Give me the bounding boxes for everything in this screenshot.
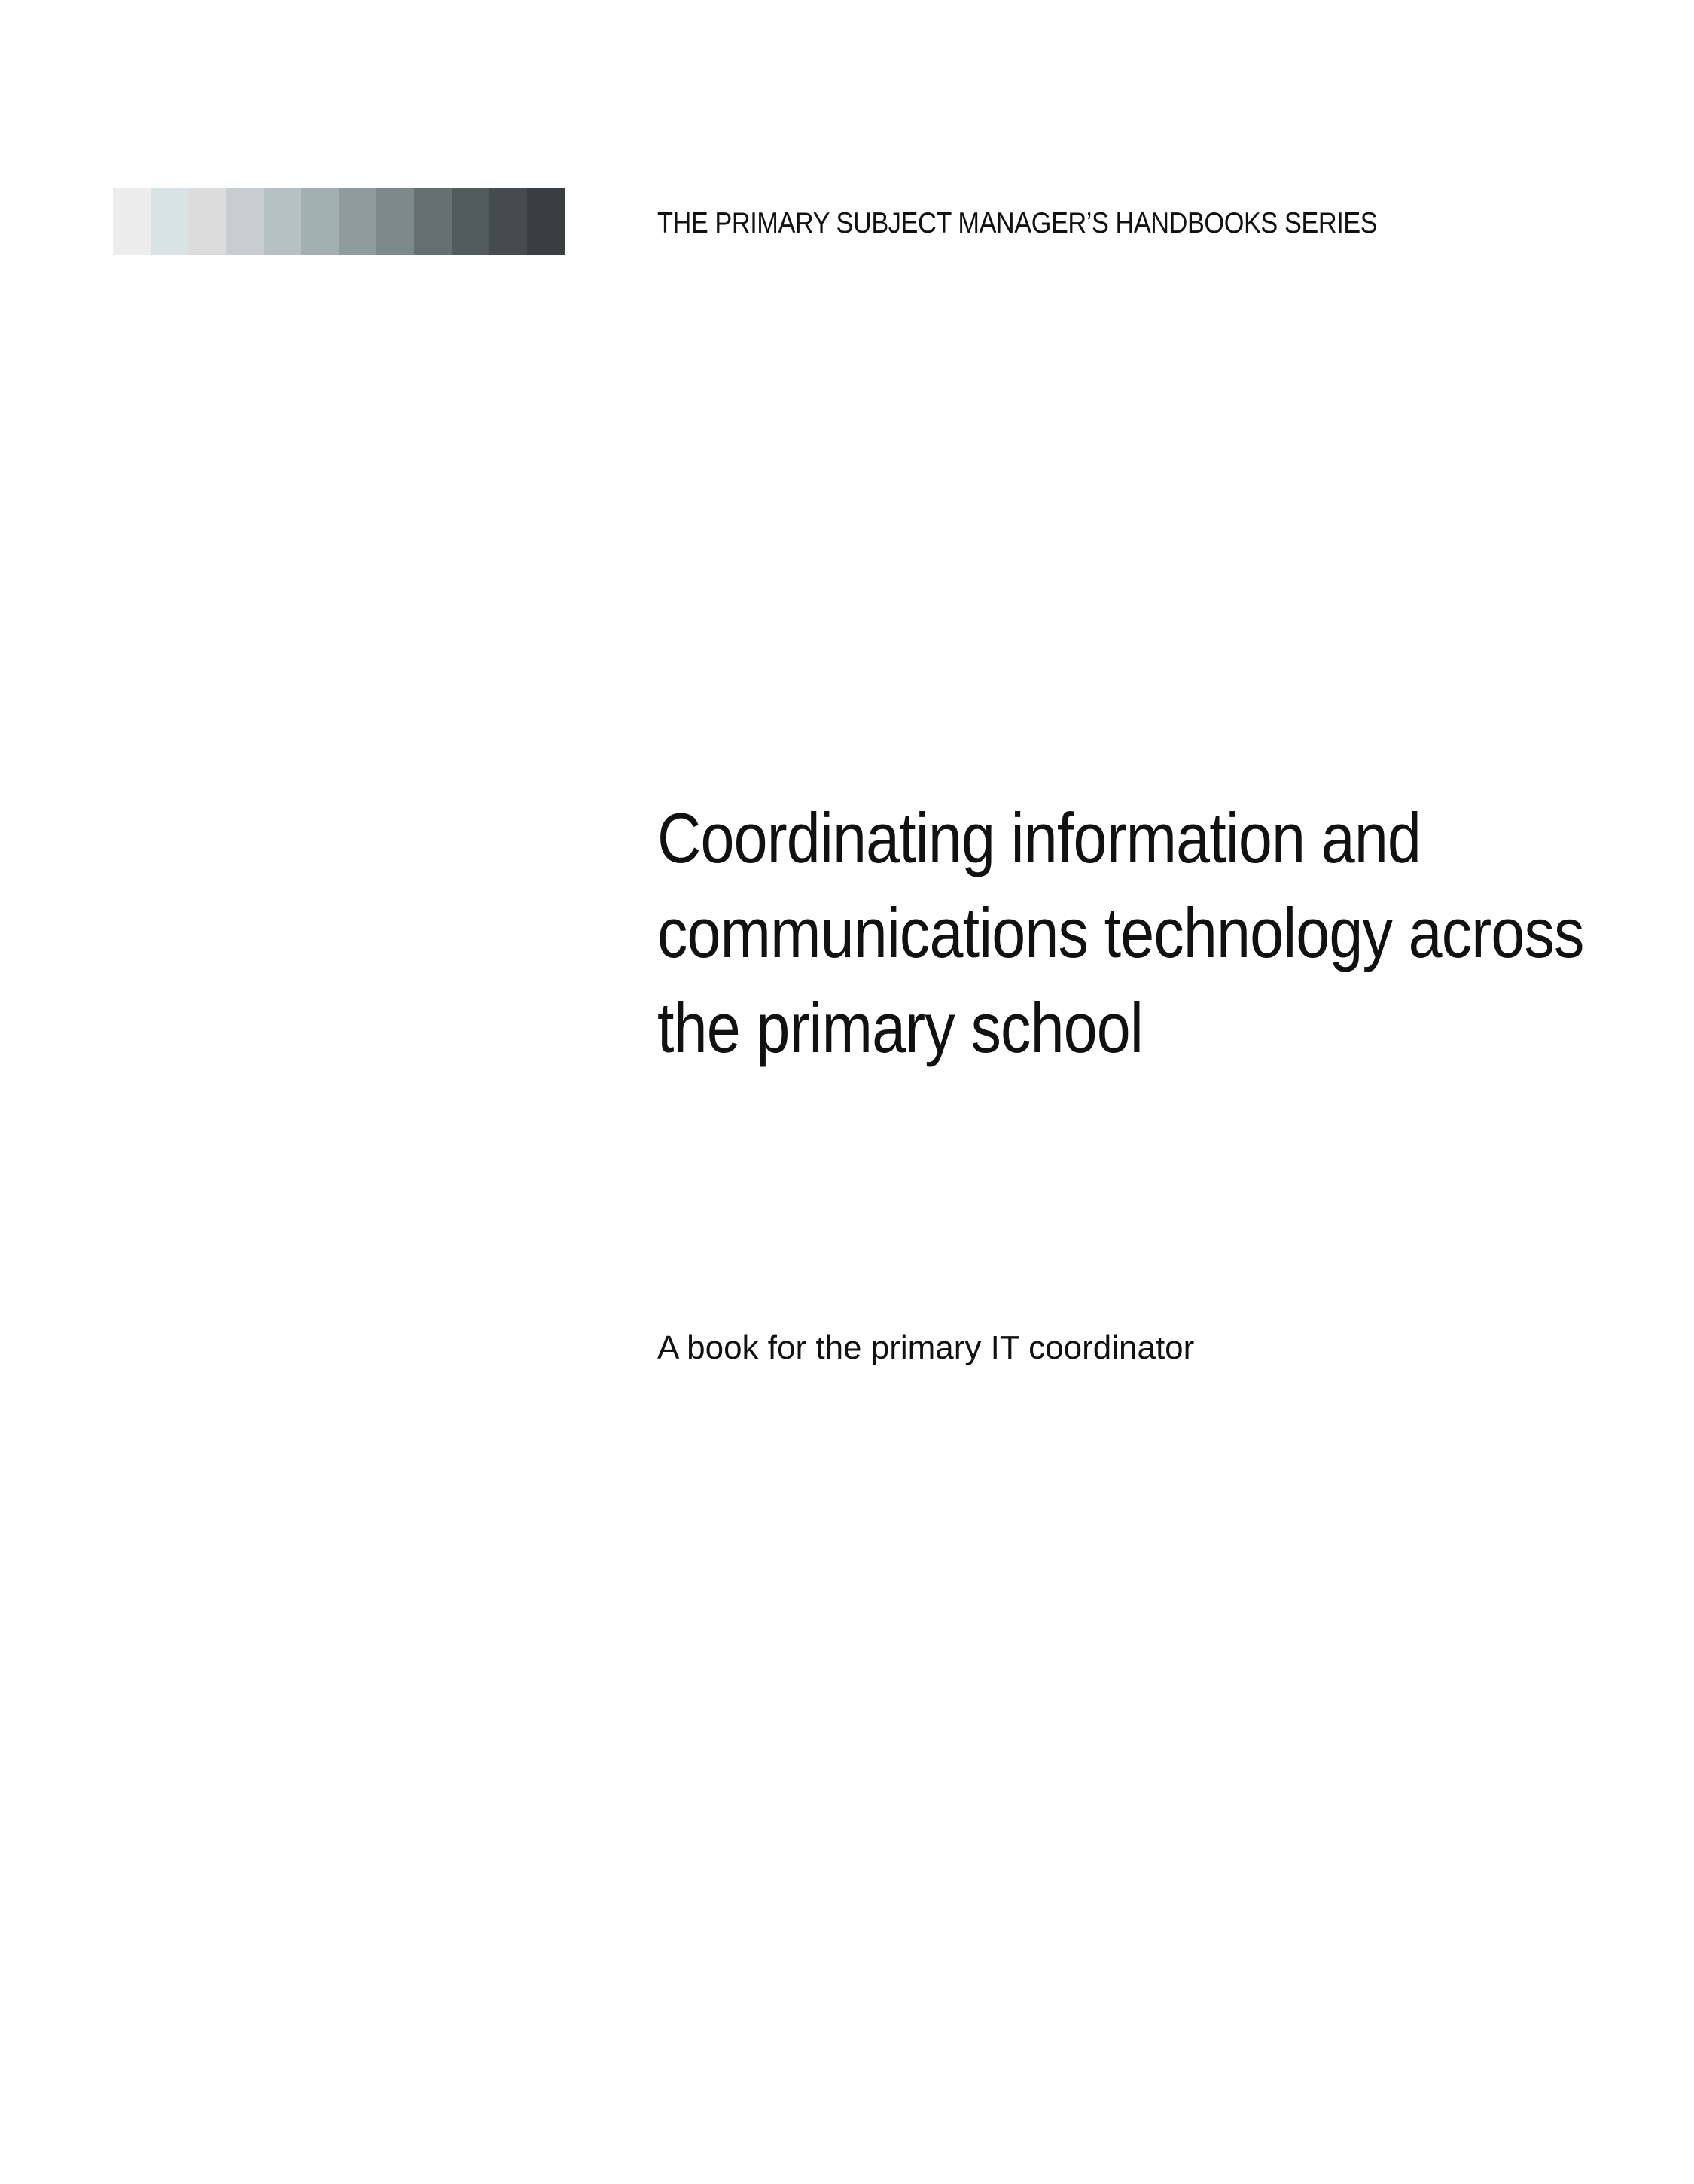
strip-swatch <box>414 188 452 255</box>
strip-swatch <box>188 188 226 255</box>
strip-swatch <box>264 188 301 255</box>
book-title-line: the primary school <box>657 988 1143 1067</box>
strip-swatch <box>301 188 339 255</box>
strip-swatch <box>226 188 264 255</box>
book-subtitle: A book for the primary IT coordinator <box>657 1329 1195 1366</box>
strip-swatch <box>527 188 565 255</box>
book-title-line: Coordinating information and <box>657 798 1421 877</box>
strip-swatch <box>452 188 489 255</box>
strip-swatch <box>339 188 376 255</box>
book-title <box>657 791 1584 1075</box>
book-title-line: communications technology across <box>657 893 1584 972</box>
strip-swatch <box>151 188 188 255</box>
strip-swatch <box>489 188 527 255</box>
series-title: THE PRIMARY SUBJECT MANAGER’S HANDBOOKS SERIES <box>657 207 1378 239</box>
strip-swatch <box>113 188 151 255</box>
strip-swatch <box>376 188 414 255</box>
gradient-strip <box>113 188 565 255</box>
